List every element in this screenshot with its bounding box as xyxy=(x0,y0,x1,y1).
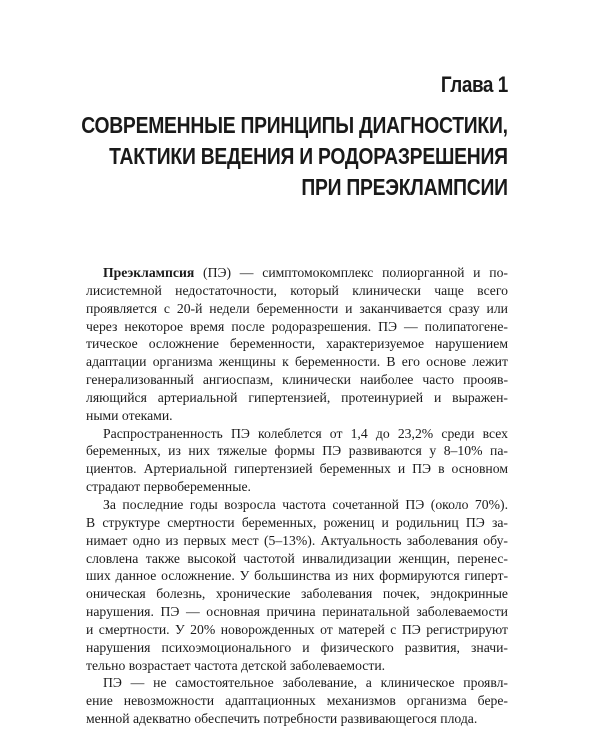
text-line: ших данное осложнение. У большинства из них формируются гиперт- xyxy=(86,568,508,584)
text-line: нимает одно из первых мест (5–13%). Актуальность заболевания обу- xyxy=(86,532,508,548)
text-fragment: (ПЭ) — симптомокомплекс полиорганной и по- xyxy=(194,265,508,280)
text-line: ение невозможности адаптационных механизмов организма бере- xyxy=(86,693,508,709)
text-line: Распространенность ПЭ колеблется от 1,4 до 23,2% среди всех xyxy=(103,425,508,441)
text-line: нарушения. ПЭ — основная причина перинатальной заболеваемости xyxy=(86,604,508,620)
text-line: оническая болезнь, хронические заболевания почек, эндокринные xyxy=(86,586,508,602)
paragraph-definition xyxy=(86,264,508,425)
text-line: В структуре смертности беременных, рожениц и родильниц ПЭ за- xyxy=(86,514,508,530)
text-line: нарушения психоэмоционального и физического развития, значи- xyxy=(86,639,508,655)
chapter-title xyxy=(0,110,508,203)
text-line: ПЭ — не самостоятельное заболевание, а клиническое проявл- xyxy=(103,675,508,691)
text-line: через некоторое время после родоразрешения. ПЭ — полипатогене- xyxy=(86,318,508,334)
term-preeclampsia: Преэклампсия xyxy=(103,265,195,280)
chapter-title-line: ПРИ ПРЕЭКЛАМПСИИ xyxy=(301,174,508,200)
paragraph-mortality xyxy=(86,496,508,674)
text-line: страдают первобеременные. xyxy=(86,479,251,495)
text-line: За последние годы возросла частота сочетанной ПЭ (около 70%). xyxy=(103,496,508,512)
text-line: циентов. Артериальной гипертензией беременных и ПЭ в основном xyxy=(86,461,508,477)
text-line: ными отеками. xyxy=(86,407,173,423)
text-line: словлена также высокой частотой инвалидизации женщин, перенес- xyxy=(86,550,508,566)
text-line: тическое осложнение беременности, характеризуемое нарушением xyxy=(86,336,508,352)
text-line: генерализованный ангиоспазм, клинически наиболее часто проояв- xyxy=(86,372,508,388)
text-line: беременных, из них тяжелые формы ПЭ развиваются у 8–10% па- xyxy=(86,443,508,459)
paragraph-adaptation xyxy=(86,674,508,728)
text-line xyxy=(86,264,508,282)
text-line: и смертности. У 20% новорожденных от матерей с ПЭ регистрируют xyxy=(86,621,508,637)
chapter-number: Глава 1 xyxy=(441,72,508,97)
chapter-title-line: СОВРЕМЕННЫЕ ПРИНЦИПЫ ДИАГНОСТИКИ, xyxy=(81,112,508,138)
text-line: тельно возрастает частота детской заболеваемости. xyxy=(86,657,386,673)
text-line: адаптации организма женщины к беременности. В его основе лежит xyxy=(86,354,508,370)
body-text xyxy=(86,264,508,728)
chapter-title-line: ТАКТИКИ ВЕДЕНИЯ И РОДОРАЗРЕШЕНИЯ xyxy=(109,143,509,169)
paragraph-prevalence xyxy=(86,425,508,496)
text-line: ляющийся артериальной гипертензией, протеинурией и выражен- xyxy=(86,389,508,405)
text-line: лисистемной недостаточности, который клинически чаще всего xyxy=(86,282,508,298)
text-line: проявляется с 20-й недели беременности и заканчивается сразу или xyxy=(86,300,508,316)
text-line: менной адекватно обеспечить потребности развивающегося плода. xyxy=(86,711,478,727)
